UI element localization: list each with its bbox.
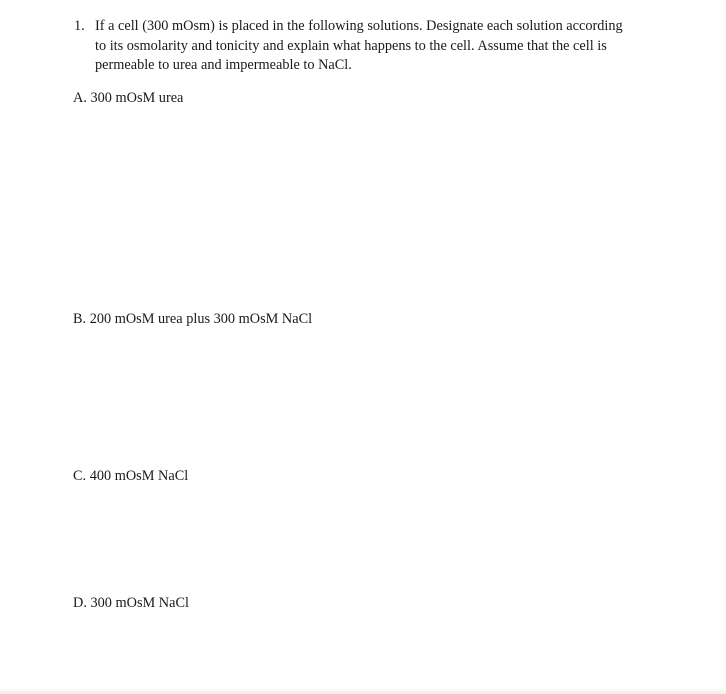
part-d-label: D. [73,595,87,611]
part-d [73,594,189,612]
part-b [73,310,312,328]
question-text [95,17,675,76]
part-b-label: B. [73,311,87,327]
part-a-text: 300 mOsM urea [90,90,184,106]
part-c-text: 400 mOsM NaCl [89,468,189,484]
part-a [73,89,183,107]
part-c [73,467,188,485]
page-bottom-edge [0,688,726,694]
question-line-3: permeable to urea and impermeable to NaCl. [95,57,352,73]
part-d-text: 300 mOsM NaCl [90,595,189,611]
question-line-1: If a cell (300 mOsm) is placed in the following solutions. Designate each solution according [95,18,623,34]
question-number: 1. [74,18,85,34]
part-a-label: A. [73,90,87,106]
part-b-text: 200 mOsM urea plus 300 mOsM NaCl [89,311,313,327]
question-line-2: to its osmolarity and tonicity and explain what happens to the cell. Assume that the cell is [95,37,607,54]
part-c-label: C. [73,468,87,484]
